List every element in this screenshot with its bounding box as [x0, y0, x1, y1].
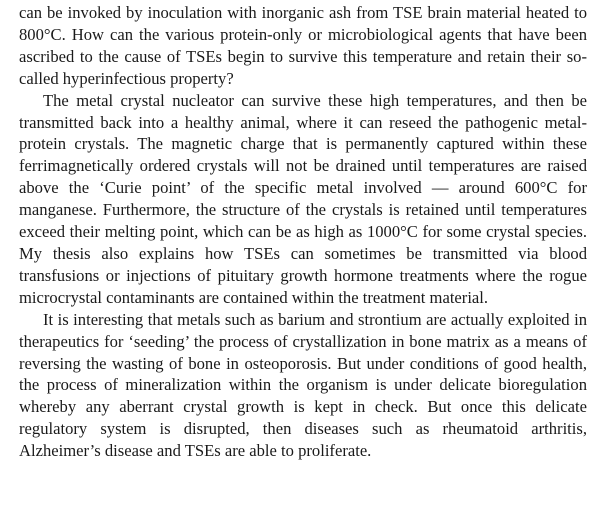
paragraph-1: can be invoked by inoculation with inorganic ash from TSE brain material heated to 800°C. How can the various protein-only or microbiological agents that have been ascribed to the cause of TSEs begin to survive this temperature and retain their so-called hyperinfectious property?	[19, 3, 587, 88]
paragraph-2: The metal crystal nucleator can survive these high temperatures, and then be transmitted back into a healthy animal, where it can reseed the pathogenic metal-protein crystals. The magnetic charge that is permanently captured within these ferrimagnetically ordered crystals will not be drained until temperatures are raised above the ‘Curie point’ of the specific metal involved — around 600°C for manganese. Furthermore, the structure of the crystals is retained until temperatures exceed their melting point, which can be as high as 1000°C for some crystal species. My thesis also explains how TSEs can sometimes be transmitted via blood transfusions or injections of pituitary growth hormone treatments where the rogue microcrystal contaminants are contained within the treatment material.	[19, 90, 587, 307]
document-page	[19, 2, 587, 462]
paragraph-3: It is interesting that metals such as barium and strontium are actually exploited in therapeutics for ‘seeding’ the process of crystallization in bone matrix as a means of reversing the wasting of bone in osteoporosis. But under conditions of good health, the process of mineralization within the organism is under delicate bioregulation whereby any aberrant crystal growth is kept in check. But once this delicate regulatory system is disrupted, then diseases such as rheumatoid arthritis, Alzheimer’s disease and TSEs are able to proliferate.	[19, 309, 587, 461]
